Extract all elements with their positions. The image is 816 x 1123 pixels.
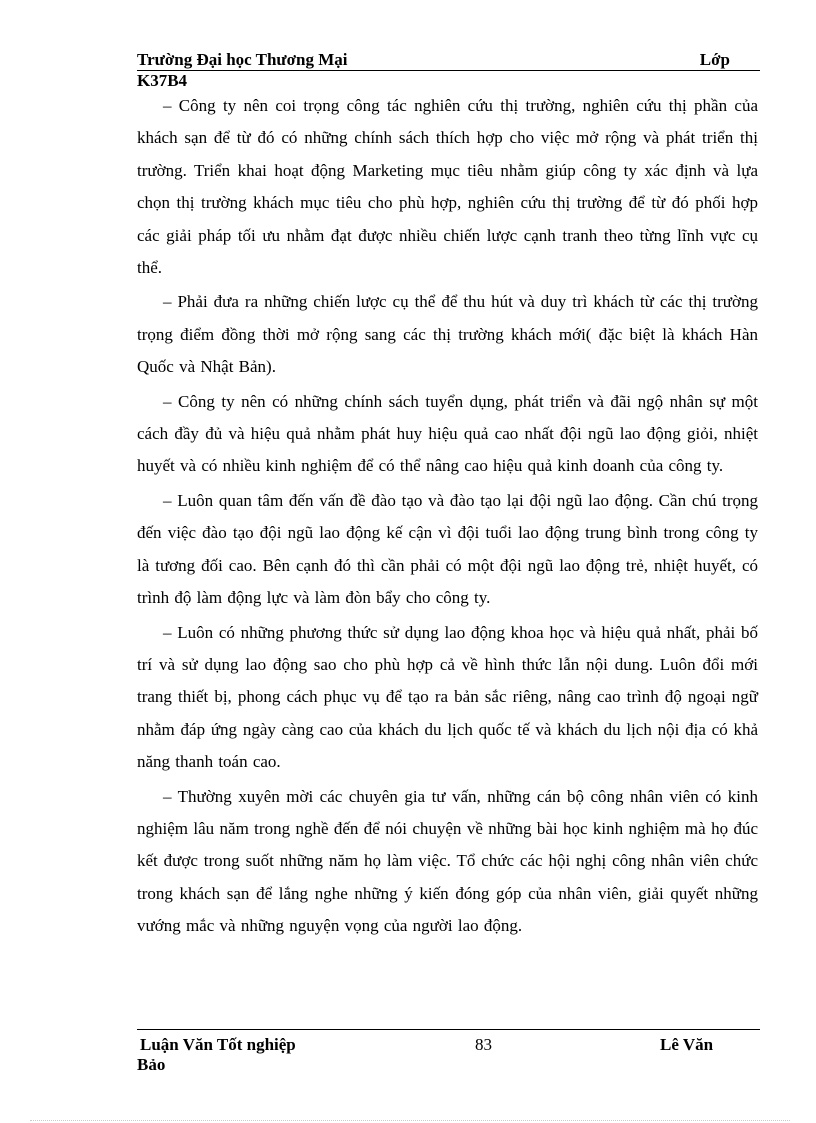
paragraph-5: – Luôn có những phương thức sử dụng lao động khoa học và hiệu quả nhất, phải bố trí và sử dụng lao động sao cho phù hợp cả về hình thức lẫn nội dung. Luôn đổi mới trang thiết bị, phong cách phục vụ để tạo ra bản sắc riêng, nâng cao trình độ ngoại ngữ nhằm đáp ứng ngày càng cao của khách du lịch quốc tế và khách du lịch nội địa có khả năng thanh toán cao. bbox=[137, 622, 758, 772]
paragraph-3: – Công ty nên có những chính sách tuyển dụng, phát triển và đãi ngộ nhân sự một cách đầy đủ và hiệu quả nhằm phát huy hiệu quả cao nhất đội ngũ lao động giỏi, nhiệt huyết và có nhiều kinh nghiệm để có thể nâng cao hiệu quả kinh doanh của công ty. bbox=[137, 391, 758, 476]
page-header bbox=[137, 50, 760, 91]
paragraph-4: – Luôn quan tâm đến vấn đề đào tạo và đào tạo lại đội ngũ lao động. Cần chú trọng đến việc đào tạo đội ngũ lao động kế cận vì đội tuổi lao động trung bình trong công ty là tương đối cao. Bên cạnh đó thì cần phải có một đội ngũ lao động trẻ, nhiệt huyết, có trình độ làm động lực và làm đòn bẩy cho công ty. bbox=[137, 490, 758, 608]
paragraph-6: – Thường xuyên mời các chuyên gia tư vấn, những cán bộ công nhân viên có kinh nghiệm lâu năm trong nghề đến để nói chuyện về những bài học kinh nghiệm mà họ đúc kết được trong suốt những năm họ làm việc. Tổ chức các hội nghị công nhân viên chức trong khách sạn để lắng nghe những ý kiến đóng góp của nhân viên, giải quyết những vướng mắc và những nguyện vọng của người lao động. bbox=[137, 786, 758, 936]
thesis-label: Luận Văn Tốt nghiệp bbox=[140, 1035, 296, 1054]
document-body bbox=[137, 90, 758, 945]
class-label: Lớp bbox=[699, 50, 730, 69]
header-rule-row bbox=[137, 50, 760, 71]
page-number: 83 bbox=[475, 1035, 492, 1054]
paragraph-2: – Phải đưa ra những chiến lược cụ thể để thu hút và duy trì khách từ các thị trường trọng điểm đồng thời mở rộng sang các thị trường khách mới( đặc biệt là khách Hàn Quốc và Nhật Bản). bbox=[137, 292, 758, 377]
page-footer bbox=[137, 1029, 760, 1075]
author-first: Lê Văn bbox=[660, 1035, 714, 1054]
school-name: Trường Đại học Thương Mại bbox=[137, 50, 348, 69]
author-last: Bảo bbox=[137, 1055, 166, 1074]
page-bottom-dotted-line bbox=[30, 1120, 790, 1121]
footer-row bbox=[137, 1035, 760, 1055]
paragraph-1: – Công ty nên coi trọng công tác nghiên cứu thị trường, nghiên cứu thị phần của khách sạn để từ đó có những chính sách thích hợp cho việc mở rộng và phát triển thị trường. Triển khai hoạt động Marketing mục tiêu nhằm giúp công ty xác định và lựa chọn thị trường khách mục tiêu cho phù hợp, nghiên cứu thị trường để từ đó phối hợp các giải pháp tối ưu nhằm đạt được nhiều chiến lược cạnh tranh theo từng lĩnh vực cụ thể. bbox=[137, 96, 758, 278]
class-code: K37B4 bbox=[137, 71, 188, 90]
